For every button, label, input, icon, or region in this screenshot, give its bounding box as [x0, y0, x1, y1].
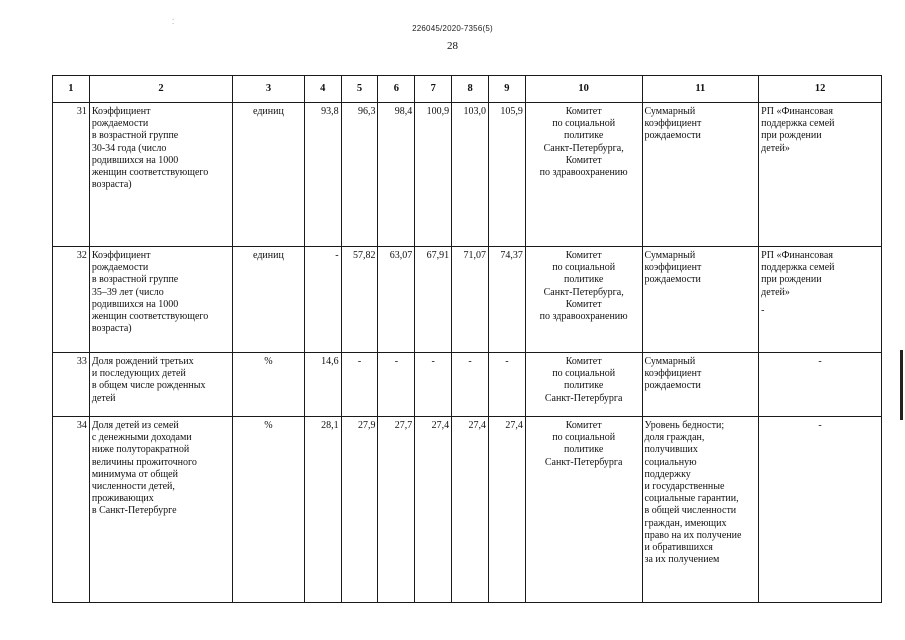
value-cell: 57,82 [341, 247, 378, 353]
responsible-executor: Комитет по социальной политике Санкт-Петербурга [525, 353, 642, 417]
value-cell: - [304, 247, 341, 353]
column-header: 11 [642, 76, 759, 103]
column-header: 12 [759, 76, 882, 103]
row-number: 34 [53, 417, 90, 603]
indicator-name: Доля рождений третьих и последующих детей в общем числе рожденных детей [89, 353, 232, 417]
indicator-name: Коэффициент рождаемости в возрастной группе 30-34 года (число родившихся на 1000 женщин соответствующего возраста) [89, 103, 232, 247]
column-header: 9 [488, 76, 525, 103]
regional-project: РП «Финансовая поддержка семей при рождении детей» - [759, 247, 882, 353]
value-cell: 27,4 [415, 417, 452, 603]
column-header: 5 [341, 76, 378, 103]
scan-speck: ⁚ [172, 18, 175, 26]
unit: % [233, 353, 305, 417]
value-cell: 100,9 [415, 103, 452, 247]
regional-project: - [759, 353, 882, 417]
value-cell: - [378, 353, 415, 417]
table-row [53, 103, 882, 247]
responsible-executor: Комитет по социальной политике Санкт-Петербурга, Комитет по здравоохранению [525, 247, 642, 353]
value-cell: 27,4 [488, 417, 525, 603]
column-header: 1 [53, 76, 90, 103]
responsible-executor: Комитет по социальной политике Санкт-Петербурга, Комитет по здравоохранению [525, 103, 642, 247]
unit: единиц [233, 103, 305, 247]
row-number: 33 [53, 353, 90, 417]
related-indicator: Уровень бедности; доля граждан, получивших социальную поддержку и государственные социальные гарантии, в общей численности граждан, имеющих право на их получение и обратившихся за их получением [642, 417, 759, 603]
related-indicator: Суммарный коэффициент рождаемости [642, 353, 759, 417]
value-cell: - [452, 353, 489, 417]
value-cell: 98,4 [378, 103, 415, 247]
unit: % [233, 417, 305, 603]
value-cell: 14,6 [304, 353, 341, 417]
indicator-name: Коэффициент рождаемости в возрастной группе 35–39 лет (число родившихся на 1000 женщин соответствующего возраста) [89, 247, 232, 353]
value-cell: 74,37 [488, 247, 525, 353]
value-cell: 71,07 [452, 247, 489, 353]
indicator-name: Доля детей из семей с денежными доходами ниже полуторакратной величины прожиточного минимума от общей численности детей, проживающих в Санкт-Петербурге [89, 417, 232, 603]
column-header: 3 [233, 76, 305, 103]
column-header: 2 [89, 76, 232, 103]
page-number: 28 [447, 40, 458, 52]
value-cell: - [415, 353, 452, 417]
value-cell: 96,3 [341, 103, 378, 247]
responsible-executor: Комитет по социальной политике Санкт-Петербурга [525, 417, 642, 603]
regional-project: РП «Финансовая поддержка семей при рождении детей» [759, 103, 882, 247]
value-cell: - [341, 353, 378, 417]
value-cell: 28,1 [304, 417, 341, 603]
value-cell: 27,4 [452, 417, 489, 603]
column-header: 6 [378, 76, 415, 103]
table-header-row [53, 76, 882, 103]
column-header: 10 [525, 76, 642, 103]
unit: единиц [233, 247, 305, 353]
value-cell: 27,7 [378, 417, 415, 603]
value-cell: 27,9 [341, 417, 378, 603]
document-id: 226045/2020-7356(5) [412, 24, 493, 33]
regional-project: - [759, 417, 882, 603]
related-indicator: Суммарный коэффициент рождаемости [642, 103, 759, 247]
row-number: 32 [53, 247, 90, 353]
related-indicator: Суммарный коэффициент рождаемости [642, 247, 759, 353]
scan-edge-mark [900, 350, 903, 420]
column-header: 4 [304, 76, 341, 103]
row-number: 31 [53, 103, 90, 247]
column-header: 7 [415, 76, 452, 103]
table-row [53, 417, 882, 603]
value-cell: 67,91 [415, 247, 452, 353]
table-row [53, 247, 882, 353]
value-cell: 63,07 [378, 247, 415, 353]
indicators-table [52, 75, 882, 603]
value-cell: 103,0 [452, 103, 489, 247]
value-cell: 93,8 [304, 103, 341, 247]
table-row [53, 353, 882, 417]
column-header: 8 [452, 76, 489, 103]
value-cell: - [488, 353, 525, 417]
value-cell: 105,9 [488, 103, 525, 247]
